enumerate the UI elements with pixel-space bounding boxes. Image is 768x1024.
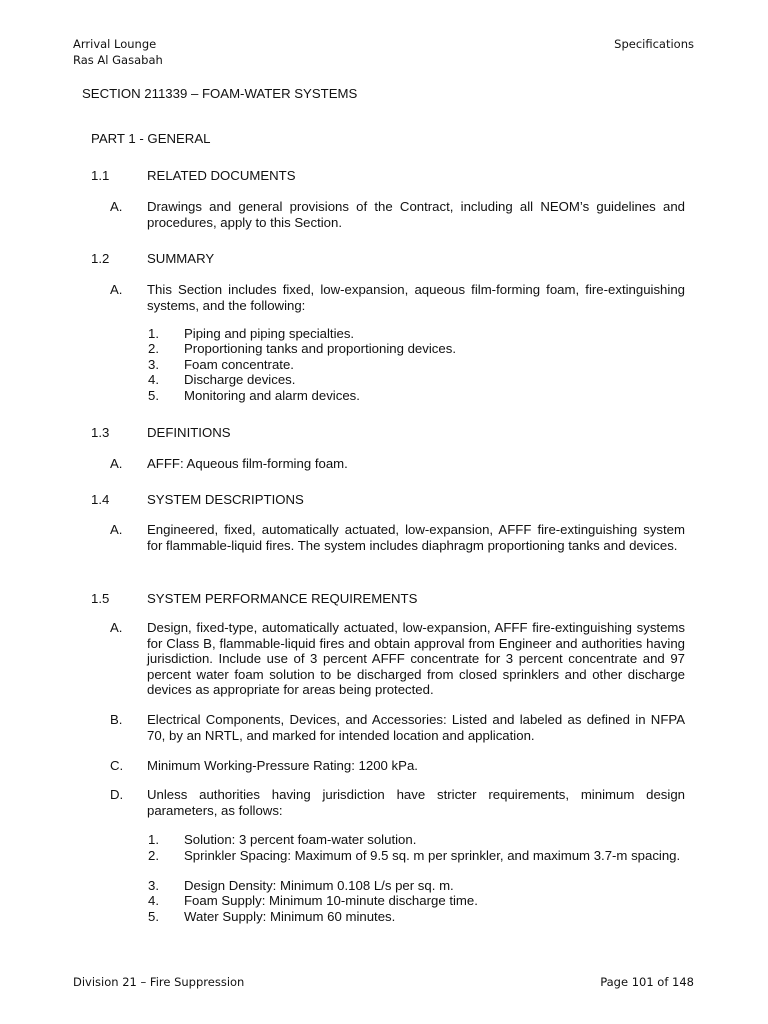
article-title: DEFINITIONS [147,425,231,440]
paragraph-label: B. [110,712,123,727]
list-item-text: Piping and piping specialties. [184,326,355,341]
footer-page-number: Page 101 of 148 [600,975,694,989]
paragraph-text: Electrical Components, Devices, and Accessories: Listed and labeled as defined in NFPA 70, by an NRTL, and marked for intended location and application. [147,712,685,743]
article-title: RELATED DOCUMENTS [147,168,296,183]
list-item-text: Foam Supply: Minimum 10-minute discharge time. [184,893,478,908]
list-item-text: Solution: 3 percent foam-water solution. [184,832,417,847]
article-number: 1.2 [91,251,110,266]
paragraph-text: Design, fixed-type, automatically actuated, low-expansion, AFFF fire-extinguishing systems for Class B, flammable-liquid fires and obtain approval from Engineer and authorities having jurisdiction. Include use of 3 percent AFFF concentrate for 3 percent concentrate and 97 percent water foam solution to be discharged from closed sprinklers and other discharge devices as appropriate for areas being protected. [147,620,685,697]
paragraph-label: A. [110,199,123,214]
list-item-number: 5. [148,909,159,924]
list-item-text: Sprinkler Spacing: Maximum of 9.5 sq. m per sprinkler, and maximum 3.7-m spacing. [184,848,681,863]
article-number: 1.3 [91,425,110,440]
paragraph-label: A. [110,522,123,537]
paragraph-label: D. [110,787,124,802]
article-title: SYSTEM DESCRIPTIONS [147,492,304,507]
paragraph-text: AFFF: Aqueous film-forming foam. [147,456,348,471]
paragraph-label: C. [110,758,124,773]
list-item-number: 4. [148,893,159,908]
paragraph-text: Minimum Working-Pressure Rating: 1200 kPa. [147,758,418,773]
article-title: SYSTEM PERFORMANCE REQUIREMENTS [147,591,418,606]
list-item-number: 2. [148,341,159,356]
list-item-text: Monitoring and alarm devices. [184,388,360,403]
paragraph-text: Engineered, fixed, automatically actuated, low-expansion, AFFF fire-extinguishing system for flammable-liquid fires. The system includes diaphragm proportioning tanks and devices. [147,522,685,553]
part-title: PART 1 - GENERAL [91,131,211,146]
list-item-number: 5. [148,388,159,403]
list-item-number: 3. [148,357,159,372]
article-number: 1.1 [91,168,110,183]
paragraph-text: Unless authorities having jurisdiction have stricter requirements, minimum design parameters, as follows: [147,787,685,818]
article-title: SUMMARY [147,251,215,266]
paragraph-text: This Section includes fixed, low-expansion, aqueous film-forming foam, fire-extinguishing systems, and the following: [147,282,685,313]
list-item-number: 1. [148,832,159,847]
section-title: SECTION 211339 – FOAM-WATER SYSTEMS [82,86,358,101]
list-item-text: Water Supply: Minimum 60 minutes. [184,909,396,924]
list-item-text: Proportioning tanks and proportioning devices. [184,341,456,356]
article-number: 1.5 [91,591,110,606]
header-project-line2: Ras Al Gasabah [73,53,163,67]
list-item-number: 2. [148,848,159,863]
paragraph-text: Drawings and general provisions of the Contract, including all NEOM’s guidelines and procedures, apply to this Section. [147,199,685,230]
paragraph-label: A. [110,620,123,635]
list-item-number: 4. [148,372,159,387]
list-item-number: 3. [148,878,159,893]
list-item-number: 1. [148,326,159,341]
list-item-text: Discharge devices. [184,372,296,387]
footer-division: Division 21 – Fire Suppression [73,975,245,989]
paragraph-label: A. [110,282,123,297]
article-number: 1.4 [91,492,110,507]
list-item-text: Design Density: Minimum 0.108 L/s per sq. m. [184,878,454,893]
list-item-text: Foam concentrate. [184,357,294,372]
header-project-line1: Arrival Lounge [73,37,157,51]
paragraph-label: A. [110,456,123,471]
header-doc-type: Specifications [614,37,694,51]
